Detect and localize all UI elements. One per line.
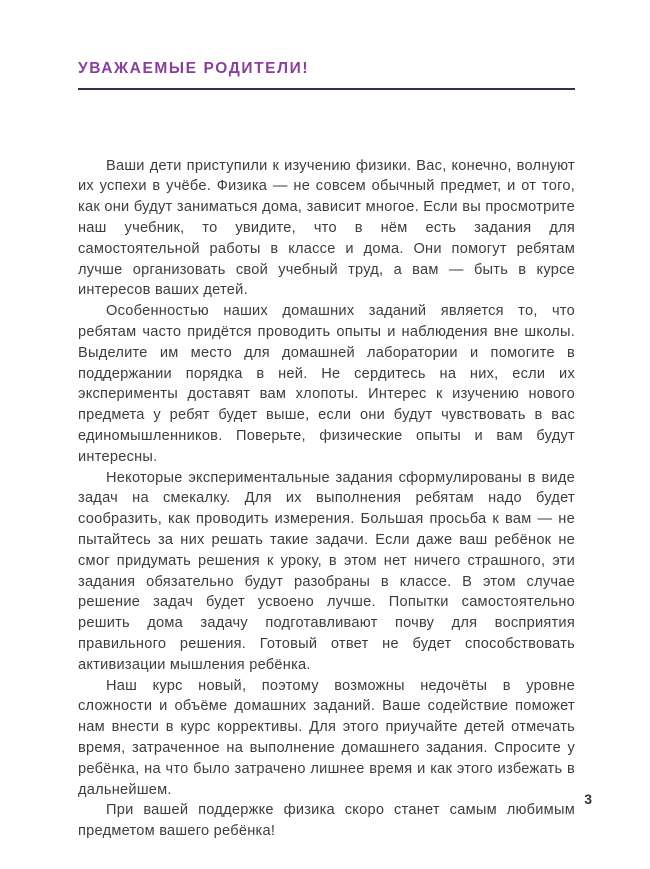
paragraph: Некоторые экспериментальные задания сформулированы в виде задач на смекалку. Для их выполнения ребятам надо будет сообразить, как проводить измерения. Большая просьба к вам — не пытайтесь за них решать такие задачи. Если даже ваш ребёнок не смог придумать решения к уроку, в этом нет ничего страшного, эти задания обязательно будут разобраны в классе. В этом случае решение задач будет усвоено лучше. Попытки самостоятельно решить дома задачу подготавливают почву для восприятия правильного решения. Готовый ответ не будет способствовать активизации мышления ребёнка. xyxy=(78,469,575,673)
paragraph: Наш курс новый, поэтому возможны недочёты в уровне сложности и объёме домашних заданий. Ваше содействие поможет нам внести в курс коррективы. Для этого приучайте детей отмечать время, затраченное на выполнение домашнего задания. Спросите у ребёнка, на что было затрачено лишнее время и как этого избежать в дальнейшем. xyxy=(78,677,575,798)
body-text xyxy=(78,156,575,842)
paragraph: При вашей поддержке физика скоро станет самым любимым предметом вашего ребёнка! xyxy=(78,802,575,840)
page-content xyxy=(78,60,575,842)
paragraph: Особенностью наших домашних заданий является то, что ребятам часто придётся проводить опыты и наблюдения вне школы. Выделите им место для домашней лаборатории и помогите в поддержании порядка в ней. Не сердитесь на них, если их эксперименты доставят вам хлопоты. Интерес к изучению нового предмета у ребят будет выше, если они будут чувствовать в вас единомышленников. Поверьте, физические опыты и вам будут интересны. xyxy=(78,303,575,465)
paragraph: Ваши дети приступили к изучению физики. Вас, конечно, волнуют их успехи в учёбе. Физика — не совсем обычный предмет, и от того, как они будут заниматься дома, зависит многое. Если вы просмотрите наш учебник, то увидите, что в нём есть задания для самостоятельной работы в классе и дома. Они помогут ребятам лучше организовать свой учебный труд, а вам — быть в курсе интересов ваших детей. xyxy=(78,157,575,299)
page-title: УВАЖАЕМЫЕ РОДИТЕЛИ! xyxy=(78,60,310,77)
page-number: 3 xyxy=(584,791,592,807)
heading-divider xyxy=(78,88,575,90)
